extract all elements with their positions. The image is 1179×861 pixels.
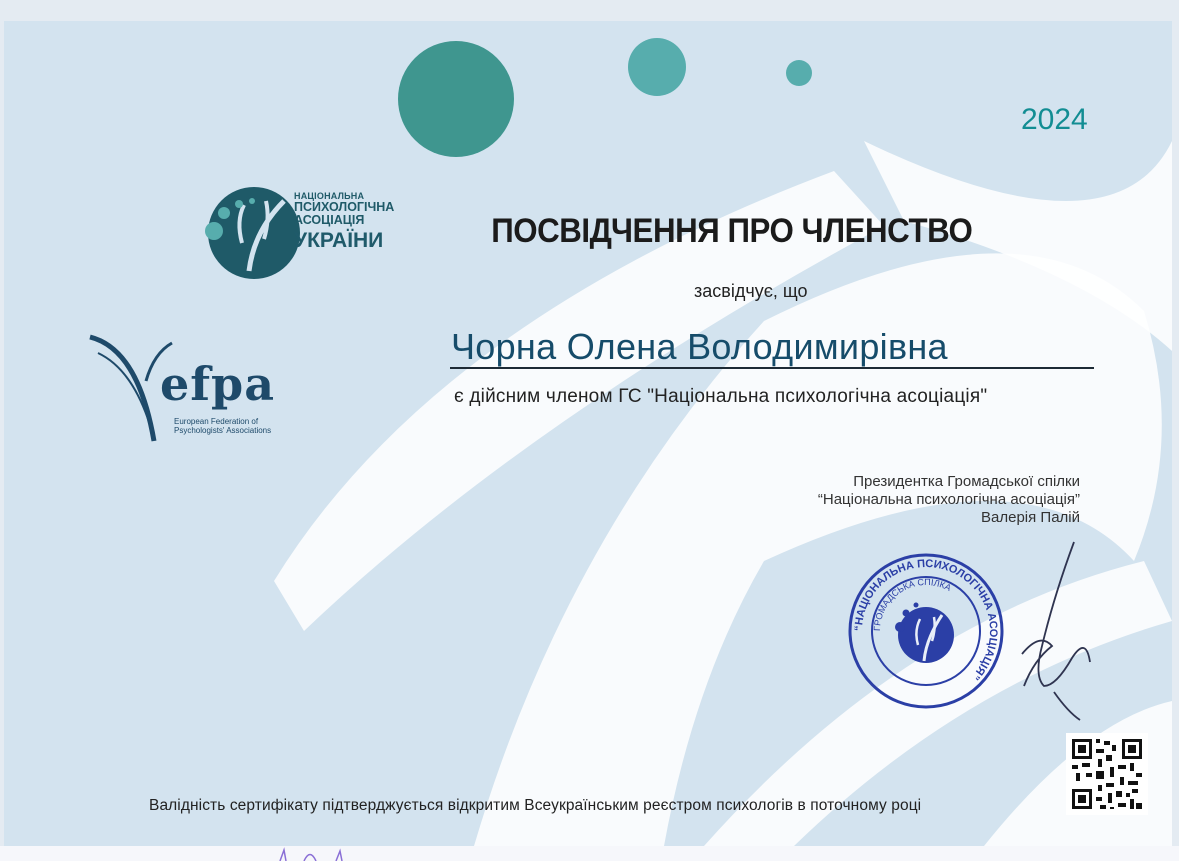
member-name: Чорна Олена Володимирівна — [451, 326, 948, 367]
stamp-outer-text: “НАЦІОНАЛЬНА ПСИХОЛОГІЧНА АСОЦІАЦІЯ” — [852, 557, 1000, 683]
decor-circle-large — [398, 41, 514, 157]
membership-certificate — [4, 21, 1172, 846]
name-underline — [450, 367, 1094, 369]
npa-line-1: НАЦІОНАЛЬНА — [294, 191, 365, 201]
efpa-subline-1: European Federation of — [174, 417, 259, 426]
official-stamp-icon — [844, 549, 1009, 714]
certificate-year: 2024 — [1021, 103, 1088, 136]
validity-note: Валідність сертифікату підтверджується відкритим Всеукраїнським реєстром психологів в поточному році — [149, 797, 922, 814]
member-status: є дійсним членом ГС "Національна психологічна асоціація" — [454, 386, 988, 407]
signatory-line-3: Валерія Палій — [981, 509, 1080, 526]
decor-circle-small — [786, 60, 812, 86]
npa-line-2: ПСИХОЛОГІЧНА — [294, 200, 395, 214]
signatory-line-2: “Національна психологічна асоціація” — [817, 491, 1080, 508]
decor-circle-medium — [628, 38, 686, 96]
npa-line-4: УКРАЇНИ — [294, 229, 384, 252]
stamp-inner-text: ГРОМАДСЬКА СПІЛКА — [871, 576, 953, 632]
bottom-strip — [0, 846, 1179, 861]
npa-line-3: АСОЦІАЦІЯ — [294, 213, 365, 227]
efpa-wordmark: efpa — [160, 357, 276, 411]
signature-icon — [994, 536, 1104, 726]
decorative-mark-icon — [276, 846, 356, 861]
efpa-subtitle — [174, 417, 271, 435]
signatory-line-1: Президентка Громадської спілки — [853, 473, 1080, 490]
qr-code-icon — [1066, 733, 1148, 815]
certifies-text: засвідчує, що — [694, 281, 808, 301]
efpa-subline-2: Psychologists' Associations — [174, 426, 272, 435]
certificate-title: ПОСВІДЧЕННЯ ПРО ЧЛЕНСТВО — [491, 212, 973, 250]
npa-logo-icon — [194, 171, 304, 281]
signatory-block — [818, 473, 1080, 527]
